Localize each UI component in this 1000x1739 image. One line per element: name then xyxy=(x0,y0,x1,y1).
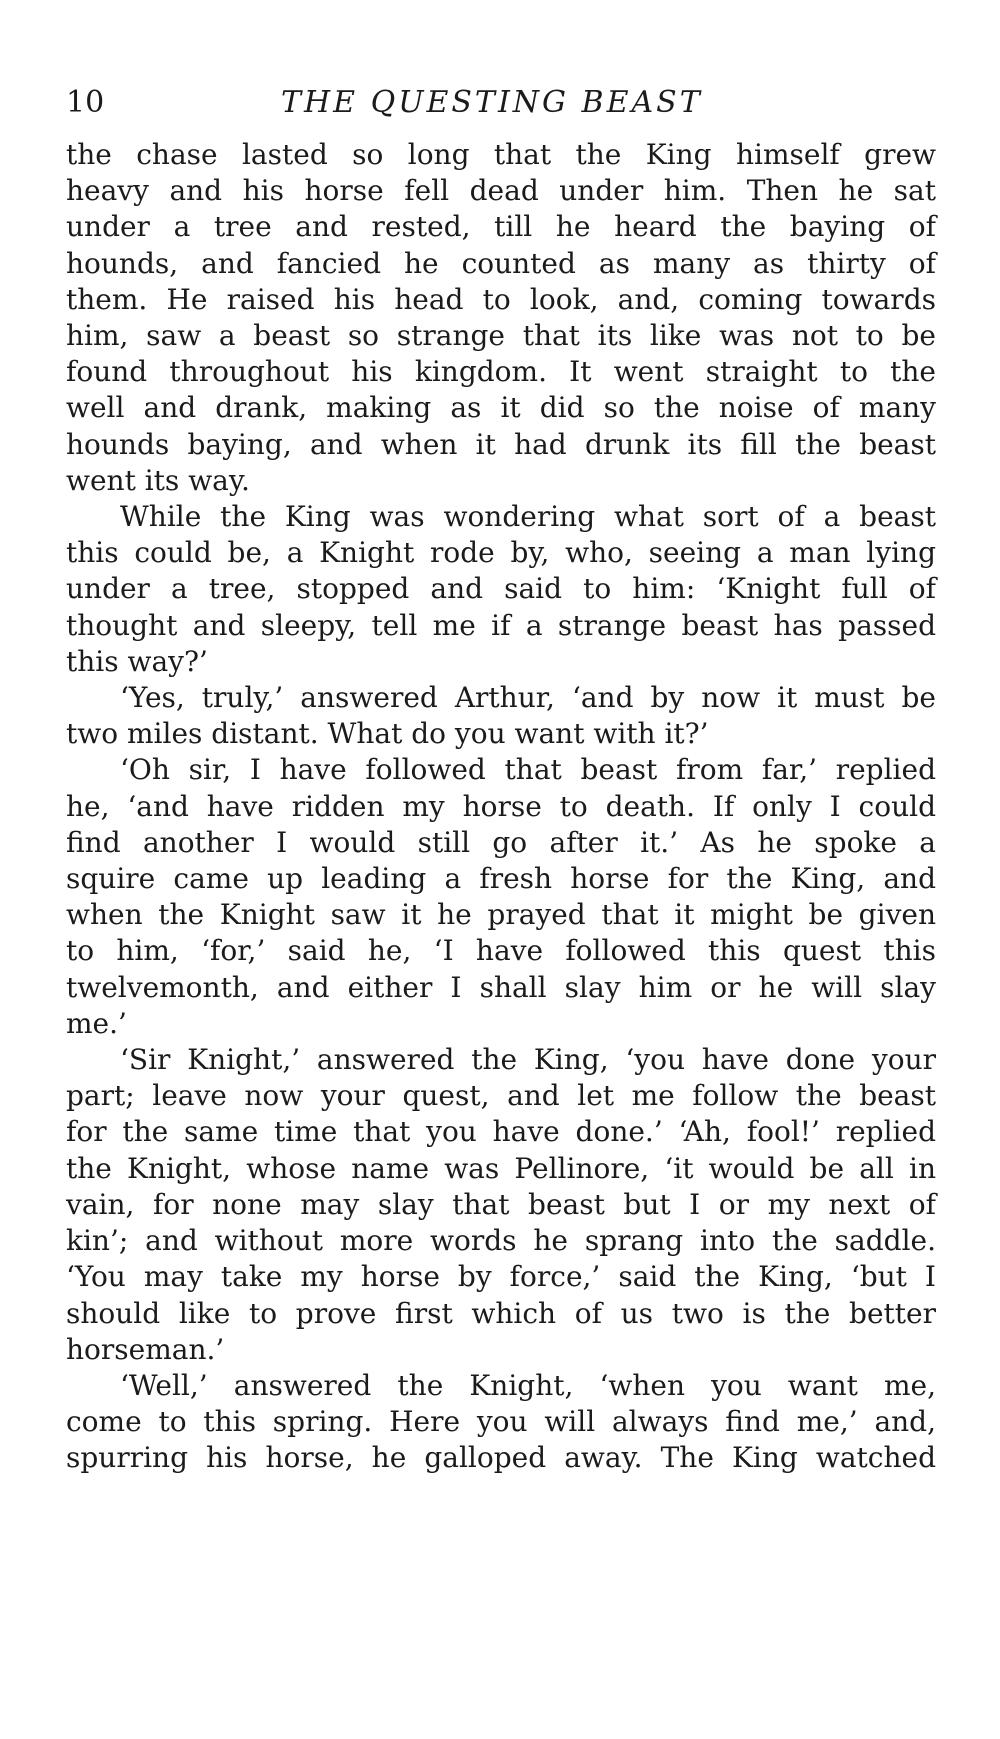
text-line: to him, ‘for,’ said he, ‘I have followed this quest this xyxy=(66,934,936,968)
text-line: when the Knight saw it he prayed that it might be given xyxy=(66,898,936,932)
text-line: me.’ xyxy=(66,1006,127,1040)
body-text xyxy=(66,137,936,1477)
running-header xyxy=(66,78,936,128)
text-line: ‘Yes, truly,’ answered Arthur, ‘and by now it must be xyxy=(120,681,936,715)
text-line: he, ‘and have ridden my horse to death. If only I could xyxy=(66,789,936,823)
text-line: the chase lasted so long that the King himself grew xyxy=(66,138,936,171)
text-line: him, saw a beast so strange that its like was not to be xyxy=(66,319,936,353)
text-line: two miles distant. What do you want with it?’ xyxy=(66,717,709,751)
text-line: kin’; and without more words he sprang into the saddle. xyxy=(66,1224,936,1258)
text-line: for the same time that you have done.’ ‘Ah, fool!’ replied xyxy=(66,1115,936,1149)
text-line: ‘Well,’ answered the Knight, ‘when you want me, xyxy=(120,1368,936,1402)
text-line: ‘You may take my horse by force,’ said the King, ‘but I xyxy=(66,1260,936,1294)
text-line: well and drank, making as it did so the noise of many xyxy=(66,391,936,425)
text-line: part; leave now your quest, and let me follow the beast xyxy=(66,1079,936,1113)
text-line: hounds, and fancied he counted as many as thirty of xyxy=(66,246,936,280)
text-line: ‘Oh sir, I have followed that beast from far,’ replied xyxy=(120,753,936,787)
text-line: this way?’ xyxy=(66,644,208,678)
text-line: should like to prove first which of us two is the better xyxy=(66,1296,936,1330)
text-line: twelvemonth, and either I shall slay him or he will slay xyxy=(66,970,936,1004)
text-line: vain, for none may slay that beast but I or my next of xyxy=(66,1187,936,1221)
text-line: went its way. xyxy=(66,463,250,497)
page-number: 10 xyxy=(66,85,105,120)
text-line: While the King was wondering what sort of a beast xyxy=(120,500,936,534)
book-page xyxy=(66,78,936,1477)
running-title: THE QUESTING BEAST xyxy=(281,85,703,120)
text-line: the Knight, whose name was Pellinore, ‘it would be all in xyxy=(66,1151,936,1185)
text-line: hounds baying, and when it had drunk its fill the beast xyxy=(66,427,936,461)
text-line: ‘Sir Knight,’ answered the King, ‘you have done your xyxy=(120,1043,936,1077)
text-line: under a tree, stopped and said to him: ‘Knight full of xyxy=(66,572,936,606)
text-line: heavy and his horse fell dead under him. Then he sat xyxy=(66,174,936,208)
text-line: this could be, a Knight rode by, who, seeing a man lying xyxy=(66,536,936,570)
text-line: found throughout his kingdom. It went straight to the xyxy=(66,355,936,389)
text-line: horseman.’ xyxy=(66,1332,225,1366)
text-line: come to this spring. Here you will always find me,’ and, xyxy=(66,1405,936,1439)
text-line: squire came up leading a fresh horse for the King, and xyxy=(66,862,936,896)
text-line: find another I would still go after it.’ As he spoke a xyxy=(66,825,936,859)
text-line: thought and sleepy, tell me if a strange beast has passed xyxy=(66,608,936,642)
text-line: under a tree and rested, till he heard the baying of xyxy=(66,210,936,244)
text-line: them. He raised his head to look, and, coming towards xyxy=(66,282,936,316)
text-line: spurring his horse, he galloped away. The King watched xyxy=(66,1441,936,1475)
